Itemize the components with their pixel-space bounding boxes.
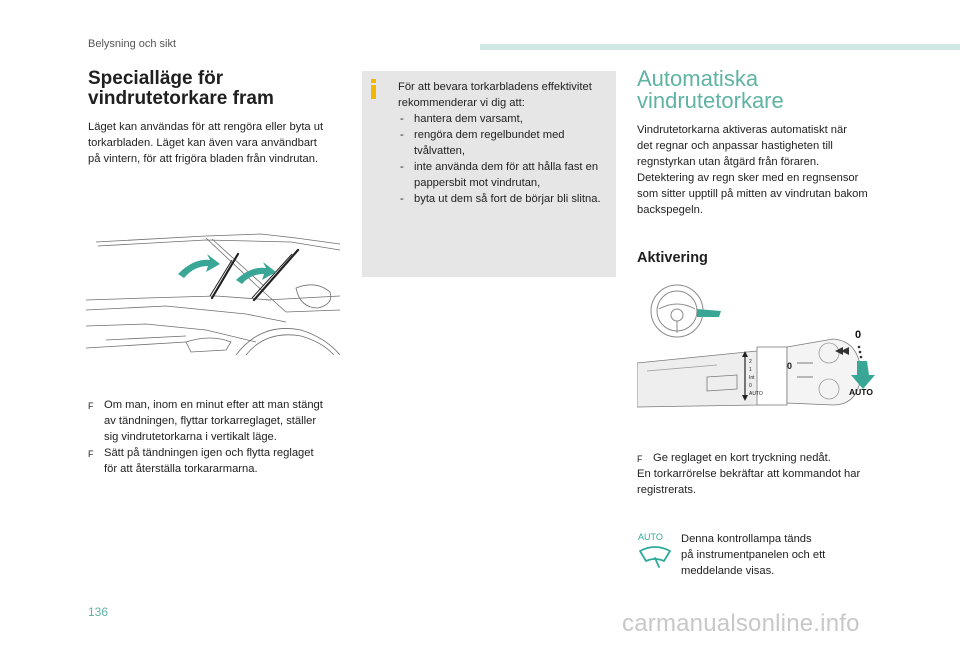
title-line: vindrutetorkare fram	[88, 88, 274, 109]
text-line: det regnar och anpassar hastigheten till	[637, 140, 833, 152]
windshield-wiper-illustration	[86, 230, 340, 355]
text-line: Läget kan användas för att rengöra eller byta ut	[88, 121, 324, 133]
special-mode-intro	[88, 119, 353, 167]
text-line: Detektering av regn sker med en regnsensor	[637, 172, 859, 184]
title-line: Automatiska	[637, 66, 759, 91]
stalk-scale-label: Int	[749, 375, 755, 381]
text-line: En torkarrörelse bekräftar att kommandot har	[637, 468, 861, 480]
list-item	[398, 111, 606, 127]
wiper-stalk-illustration	[637, 281, 883, 413]
info-icon	[367, 79, 381, 99]
list-item	[398, 127, 606, 159]
text-line: Om man, inom en minut efter att man stängt	[104, 399, 323, 411]
text-line: tvålvatten,	[414, 145, 465, 157]
text-line: regnstyrkan utan åtgärd från föraren.	[637, 156, 820, 168]
stalk-scale-label: AUTO	[749, 391, 763, 397]
text-line: sig vindrutetorkarna i vertikalt läge.	[104, 431, 277, 443]
page-title-automatic-wipers	[637, 68, 887, 112]
text-line: för att återställa torkararmarna.	[104, 463, 258, 475]
list-item	[637, 450, 899, 466]
text-line: hantera dem varsamt,	[414, 113, 523, 125]
position-zero-label: 0	[855, 329, 862, 341]
dash-marker: -	[400, 193, 404, 205]
activation-steps	[637, 450, 899, 498]
text-line: För att bevara torkarbladens effektivitet	[398, 81, 592, 93]
stalk-scale-label: 2	[749, 359, 752, 365]
text-line: av tändningen, flyttar torkarreglaget, ställer	[104, 415, 317, 427]
stalk-scale-label: 0	[749, 383, 752, 389]
bullet-marker: F	[637, 454, 643, 464]
automatic-wipers-intro	[637, 122, 899, 218]
text-line: som sitter upptill på mitten av vindrutan bakom	[637, 188, 868, 200]
text-line: på vintern, för att frigöra bladen från vindrutan.	[88, 153, 319, 165]
text-line: inte använda dem för att hålla fast en	[414, 161, 599, 173]
text-line: Ge reglaget en kort tryckning nedåt.	[653, 452, 831, 464]
header-bar	[480, 44, 960, 50]
section-header: Belysning och sikt	[88, 38, 177, 50]
list-item	[88, 445, 350, 477]
position-auto-label: AUTO	[849, 387, 873, 397]
list-item	[398, 159, 606, 191]
dash-marker: -	[400, 161, 404, 173]
special-mode-steps	[88, 397, 350, 477]
title-line: vindrutetorkare	[637, 88, 784, 113]
text-line: rekommenderar vi dig att:	[398, 97, 525, 109]
lamp-auto-label: AUTO	[638, 532, 663, 542]
bullet-marker: F	[88, 449, 94, 459]
text-line: rengöra dem regelbundet med	[414, 129, 565, 141]
list-item	[88, 397, 350, 445]
activation-heading: Aktivering	[637, 250, 708, 266]
watermark: carmanualsonline.info	[622, 610, 860, 637]
dash-marker: -	[400, 129, 404, 141]
text-line: registrerats.	[637, 484, 697, 496]
page-number: 136	[88, 605, 109, 619]
text-line: torkarbladen. Läget kan även vara användbart	[88, 137, 317, 149]
dash-marker: -	[400, 113, 404, 125]
text-line: byta ut dem så fort de börjar bli slitna.	[414, 193, 601, 205]
text-line: Vindrutetorkarna aktiveras automatiskt när	[637, 124, 847, 136]
stalk-scale-label: 1	[749, 367, 752, 373]
stalk-zero-label: 0	[787, 361, 793, 371]
text-line: Denna kontrollampa tänds	[681, 533, 812, 545]
page-title-special-mode	[88, 69, 358, 109]
text-line: pappersbit mot vindrutan,	[414, 177, 541, 189]
info-box	[362, 71, 616, 277]
bullet-marker: F	[88, 401, 94, 411]
text-line: meddelande visas.	[681, 565, 775, 577]
info-list	[398, 111, 606, 207]
list-item	[398, 191, 606, 207]
warning-lamp-description	[681, 531, 881, 579]
title-line: Specialläge för	[88, 68, 224, 89]
text-line: på instrumentpanelen och ett	[681, 549, 826, 561]
text-line: Sätt på tändningen igen och flytta reglaget	[104, 447, 314, 459]
text-line: backspegeln.	[637, 204, 703, 216]
auto-wiper-warning-lamp-icon	[637, 531, 673, 571]
